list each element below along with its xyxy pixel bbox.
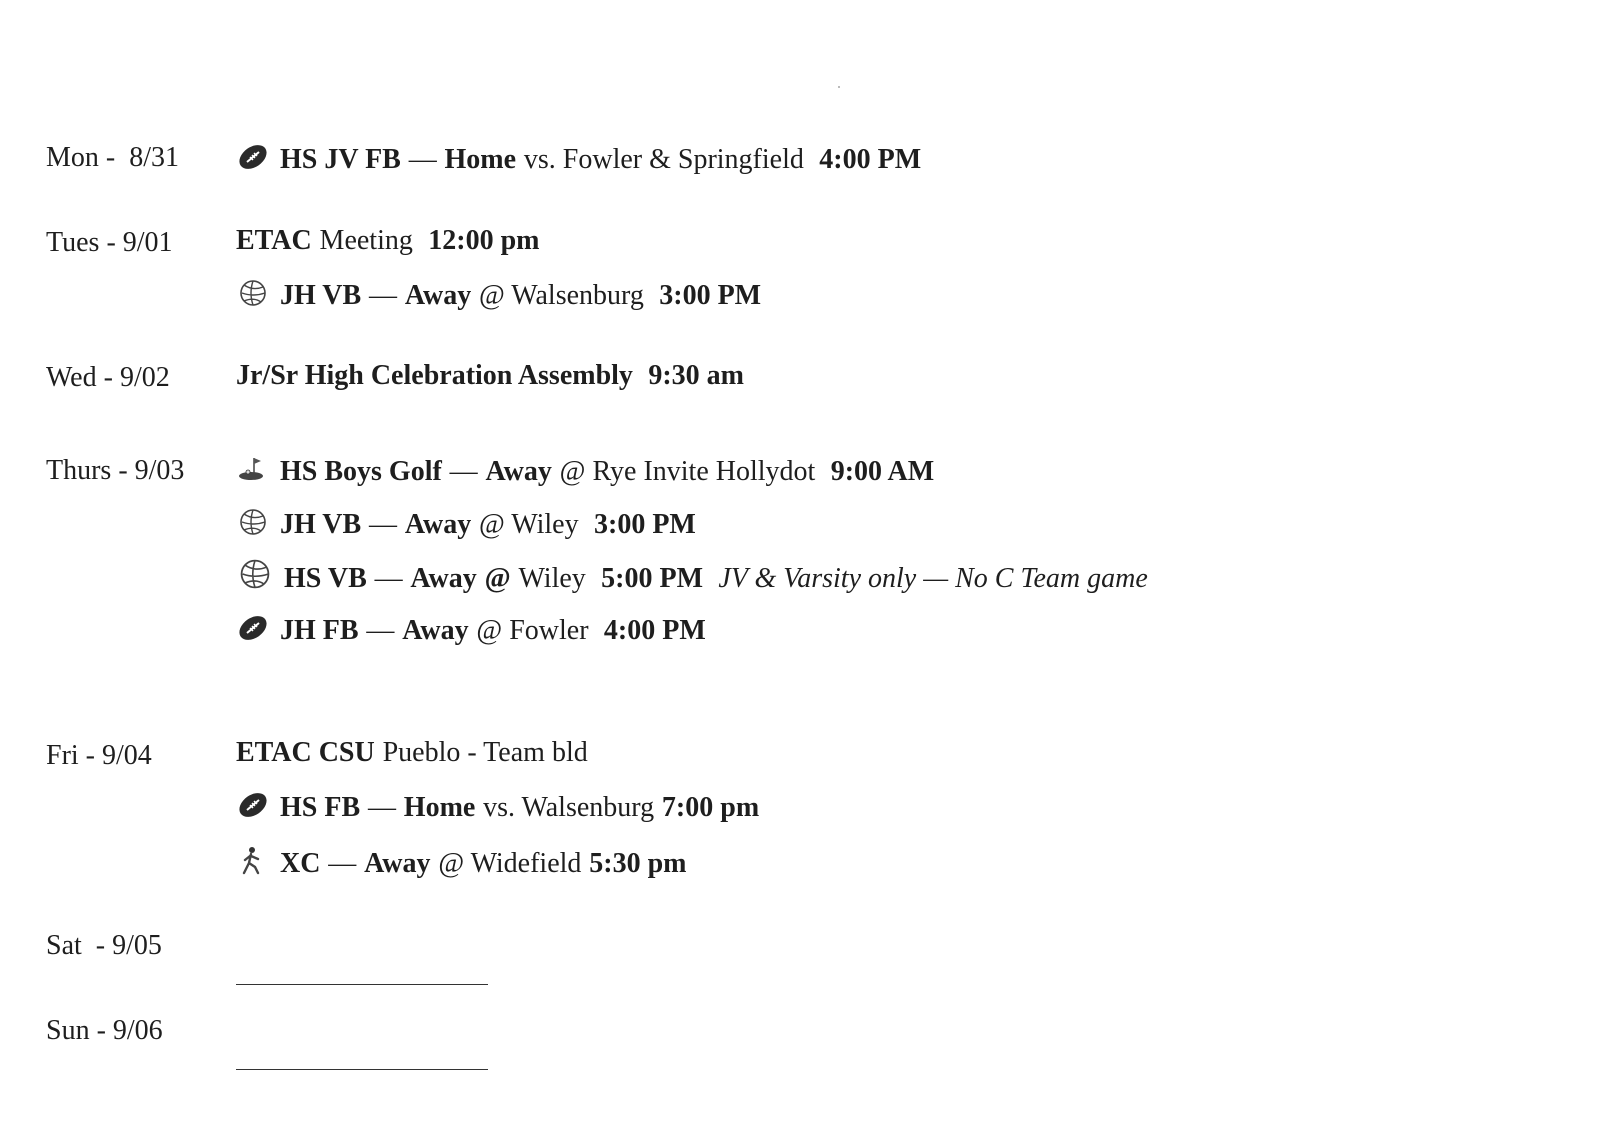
event-time: 3:00 PM bbox=[594, 509, 696, 540]
team-name: XC bbox=[280, 848, 321, 879]
team-name: JH VB bbox=[280, 509, 362, 540]
dash: — bbox=[408, 144, 437, 175]
football-icon bbox=[236, 790, 272, 820]
event-thu-jh-volleyball bbox=[236, 503, 696, 541]
dash: — bbox=[369, 280, 397, 311]
opponent: @ Rye Invite Hollydot bbox=[559, 456, 816, 487]
day-label-thu: Thurs - 9/03 bbox=[46, 455, 185, 486]
event-time: 5:30 pm bbox=[589, 848, 687, 879]
event-fri-football bbox=[236, 786, 759, 824]
event-thu-golf bbox=[236, 450, 934, 488]
football-icon bbox=[236, 142, 272, 172]
day-label-mon: Mon - 8/31 bbox=[46, 142, 179, 173]
day-label-sat: Sat - 9/05 bbox=[46, 930, 162, 961]
team-name: JH VB bbox=[280, 280, 362, 311]
location: Away bbox=[404, 509, 472, 540]
location: Away bbox=[410, 563, 477, 594]
team-name: HS VB bbox=[284, 563, 367, 594]
team-name: JH FB bbox=[280, 615, 359, 646]
team-name: HS JV FB bbox=[280, 144, 401, 175]
opponent: @ Wiley bbox=[479, 509, 579, 540]
event-fri-etac bbox=[236, 737, 588, 769]
blank-line-sun bbox=[236, 1069, 488, 1070]
location: Away bbox=[364, 848, 431, 879]
location: Home bbox=[403, 792, 476, 823]
at-sign: @ bbox=[484, 563, 511, 594]
opponent: @ Walsenburg bbox=[479, 280, 644, 311]
event-time: 7:00 pm bbox=[661, 792, 760, 823]
volleyball-icon bbox=[236, 278, 272, 308]
team-name: HS FB bbox=[280, 792, 361, 823]
event-tue-etac bbox=[236, 225, 539, 257]
dash: — bbox=[328, 848, 357, 879]
event-wed-assembly bbox=[236, 360, 744, 392]
volleyball-icon bbox=[236, 561, 276, 591]
day-label-fri: Fri - 9/04 bbox=[46, 740, 152, 771]
dash: — bbox=[374, 563, 403, 594]
location: Away bbox=[402, 615, 469, 646]
event-note: JV & Varsity only — No C Team game bbox=[718, 563, 1148, 594]
location: Away bbox=[404, 280, 472, 311]
dash: — bbox=[367, 792, 396, 823]
golf-icon bbox=[236, 454, 272, 484]
team-name: HS Boys Golf bbox=[280, 456, 442, 487]
event-description: Meeting bbox=[319, 225, 413, 256]
event-tue-volleyball bbox=[236, 274, 761, 312]
event-time: 4:00 PM bbox=[603, 615, 706, 646]
event-time: 12:00 pm bbox=[428, 225, 540, 256]
event-thu-hs-volleyball bbox=[236, 557, 1148, 595]
blank-line-sat bbox=[236, 984, 488, 985]
opponent: vs. Walsenburg bbox=[483, 792, 655, 823]
dash: — bbox=[449, 456, 478, 487]
dash: — bbox=[366, 615, 395, 646]
volleyball-icon bbox=[236, 507, 272, 537]
etac-label: ETAC CSU bbox=[236, 737, 375, 768]
event-time: 9:00 AM bbox=[830, 456, 935, 487]
opponent: vs. Fowler & Springfield bbox=[523, 144, 804, 175]
football-icon bbox=[236, 613, 272, 643]
etac-label: ETAC bbox=[236, 225, 312, 256]
event-description: Pueblo - Team bld bbox=[382, 737, 588, 768]
event-thu-jh-football bbox=[236, 609, 706, 647]
event-time: 3:00 PM bbox=[659, 280, 762, 311]
location: Away bbox=[485, 456, 552, 487]
location: Home bbox=[444, 144, 517, 175]
event-time: 9:30 am bbox=[648, 360, 744, 391]
opponent: @ Widefield bbox=[438, 848, 582, 879]
runner-icon bbox=[236, 846, 272, 876]
event-title: Jr/Sr High Celebration Assembly bbox=[236, 360, 633, 391]
day-label-tue: Tues - 9/01 bbox=[46, 227, 173, 258]
event-fri-cross-country bbox=[236, 842, 686, 880]
speck bbox=[838, 86, 840, 88]
opponent: Wiley bbox=[518, 563, 586, 594]
event-time: 4:00 PM bbox=[819, 144, 922, 175]
event-mon-football bbox=[236, 138, 921, 176]
event-time: 5:00 PM bbox=[601, 563, 704, 594]
dash: — bbox=[369, 509, 397, 540]
opponent: @ Fowler bbox=[476, 615, 589, 646]
day-label-sun: Sun - 9/06 bbox=[46, 1015, 163, 1046]
day-label-wed: Wed - 9/02 bbox=[46, 362, 170, 393]
